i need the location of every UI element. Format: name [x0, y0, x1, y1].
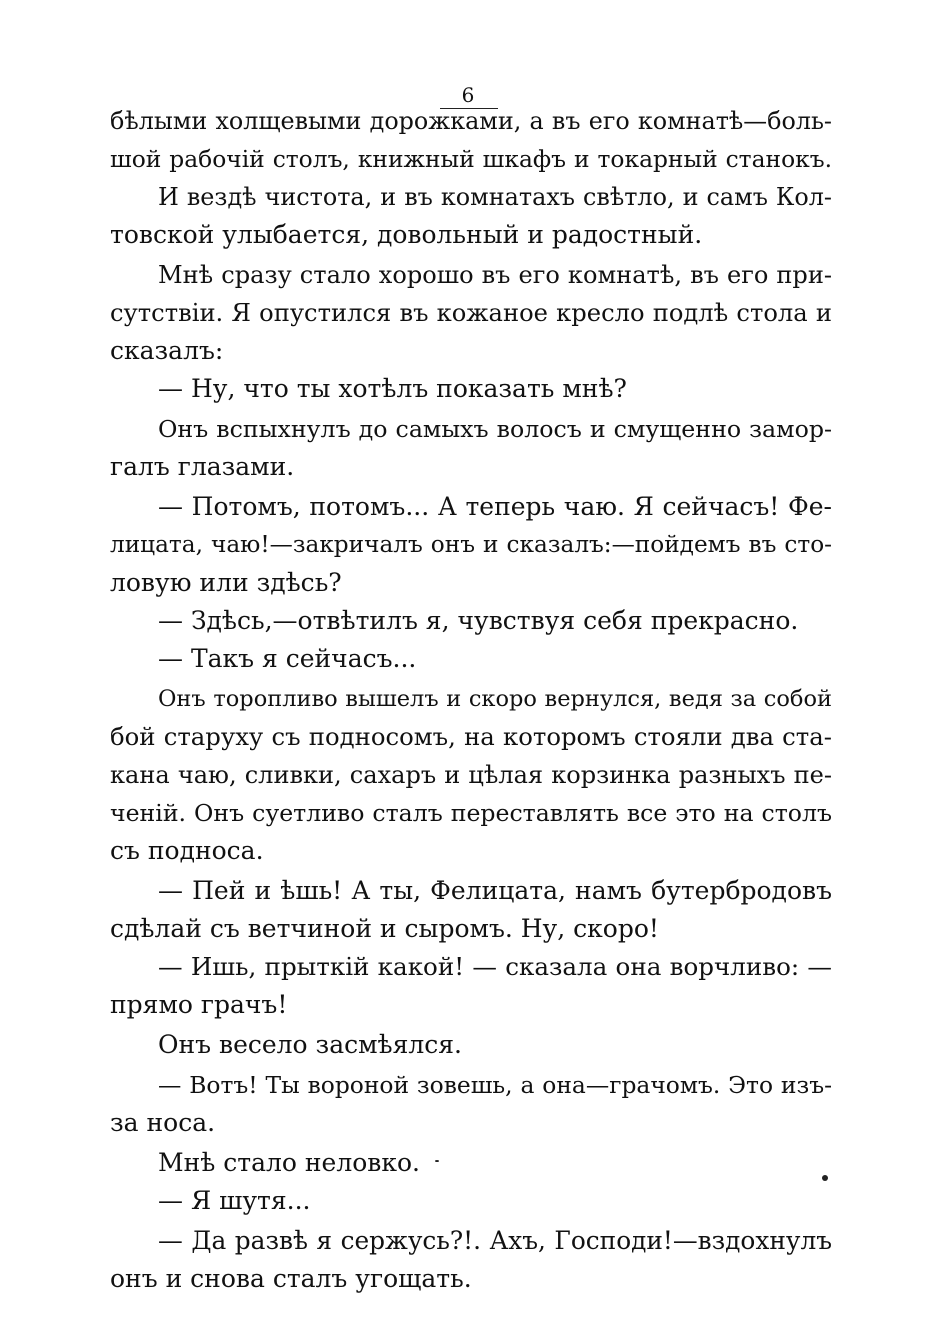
- text-line: Онъ весело засмѣялся.: [158, 1030, 462, 1059]
- text-line: — Потомъ, потомъ... А теперь чаю. Я сейчасъ! Фе-: [158, 492, 832, 521]
- text-line: лицата, чаю!—закричалъ онъ и сказалъ:—пойдемъ въ сто-: [110, 531, 832, 558]
- text-line: — Да развѣ я сержусь?!. Ахъ, Господи!—вздохнулъ: [158, 1226, 832, 1255]
- text-line: И вездѣ чистота, и въ комнатахъ свѣтло, и самъ Кол-: [158, 183, 832, 211]
- text-line: бой старуху съ подносомъ, на которомъ стояли два ста-: [110, 722, 832, 751]
- text-line: — Я шутя...: [158, 1186, 311, 1215]
- text-line: кана чаю, сливки, сахаръ и цѣлая корзинка разныхъ пе-: [110, 761, 832, 789]
- text-line: бѣлыми холщевыми дорожками, а въ его комнатѣ—боль-: [110, 107, 832, 135]
- text-line: Мнѣ сразу стало хорошо въ его комнатѣ, въ его при-: [158, 261, 832, 289]
- text-line: сдѣлай съ ветчиной и сыромъ. Ну, скоро!: [110, 914, 659, 943]
- text-line: — Вотъ! Ты вороной зовешь, а она—грачомъ. Это изъ-: [158, 1071, 832, 1099]
- text-line: — Здѣсь,—отвѣтилъ я, чувствуя себя прекрасно.: [158, 606, 799, 635]
- text-line: сказалъ:: [110, 336, 224, 365]
- text-line: Онъ вспыхнулъ до самыхъ волосъ и смущенно замор-: [158, 415, 832, 443]
- text-line: ловую или здѣсь?: [110, 568, 342, 597]
- text-line: товской улыбается, довольный и радостный.: [110, 220, 703, 249]
- text-line: онъ и снова сталъ угощать.: [110, 1264, 472, 1293]
- page-number: 6: [461, 83, 475, 107]
- text-line: — Пей и ѣшь! А ты, Фелицата, намъ бутербродовъ: [158, 876, 832, 905]
- text-line: съ подноса.: [110, 836, 264, 865]
- text-line: сутствіи. Я опустился въ кожаное кресло подлѣ стола и: [110, 299, 832, 327]
- text-line: прямо грачъ!: [110, 990, 288, 1019]
- text-line: шой рабочій столъ, книжный шкафъ и токарный станокъ.: [110, 145, 832, 173]
- print-speck: [435, 1160, 439, 1162]
- text-line: за носа.: [110, 1108, 216, 1137]
- text-line: ченій. Онъ суетливо сталъ переставлять все это на столъ: [110, 799, 832, 827]
- text-line: — Ишь, прыткій какой! — сказала она ворчливо: —: [158, 952, 832, 981]
- text-line: галъ глазами.: [110, 452, 295, 481]
- text-line: — Такъ я сейчасъ...: [158, 644, 417, 673]
- print-speck: [822, 1175, 828, 1181]
- text-line: — Ну, что ты хотѣлъ показать мнѣ?: [158, 374, 627, 403]
- text-line: Мнѣ стало неловко.: [158, 1148, 420, 1177]
- text-line: Онъ торопливо вышелъ и скоро вернулся, ведя за собой: [158, 686, 832, 712]
